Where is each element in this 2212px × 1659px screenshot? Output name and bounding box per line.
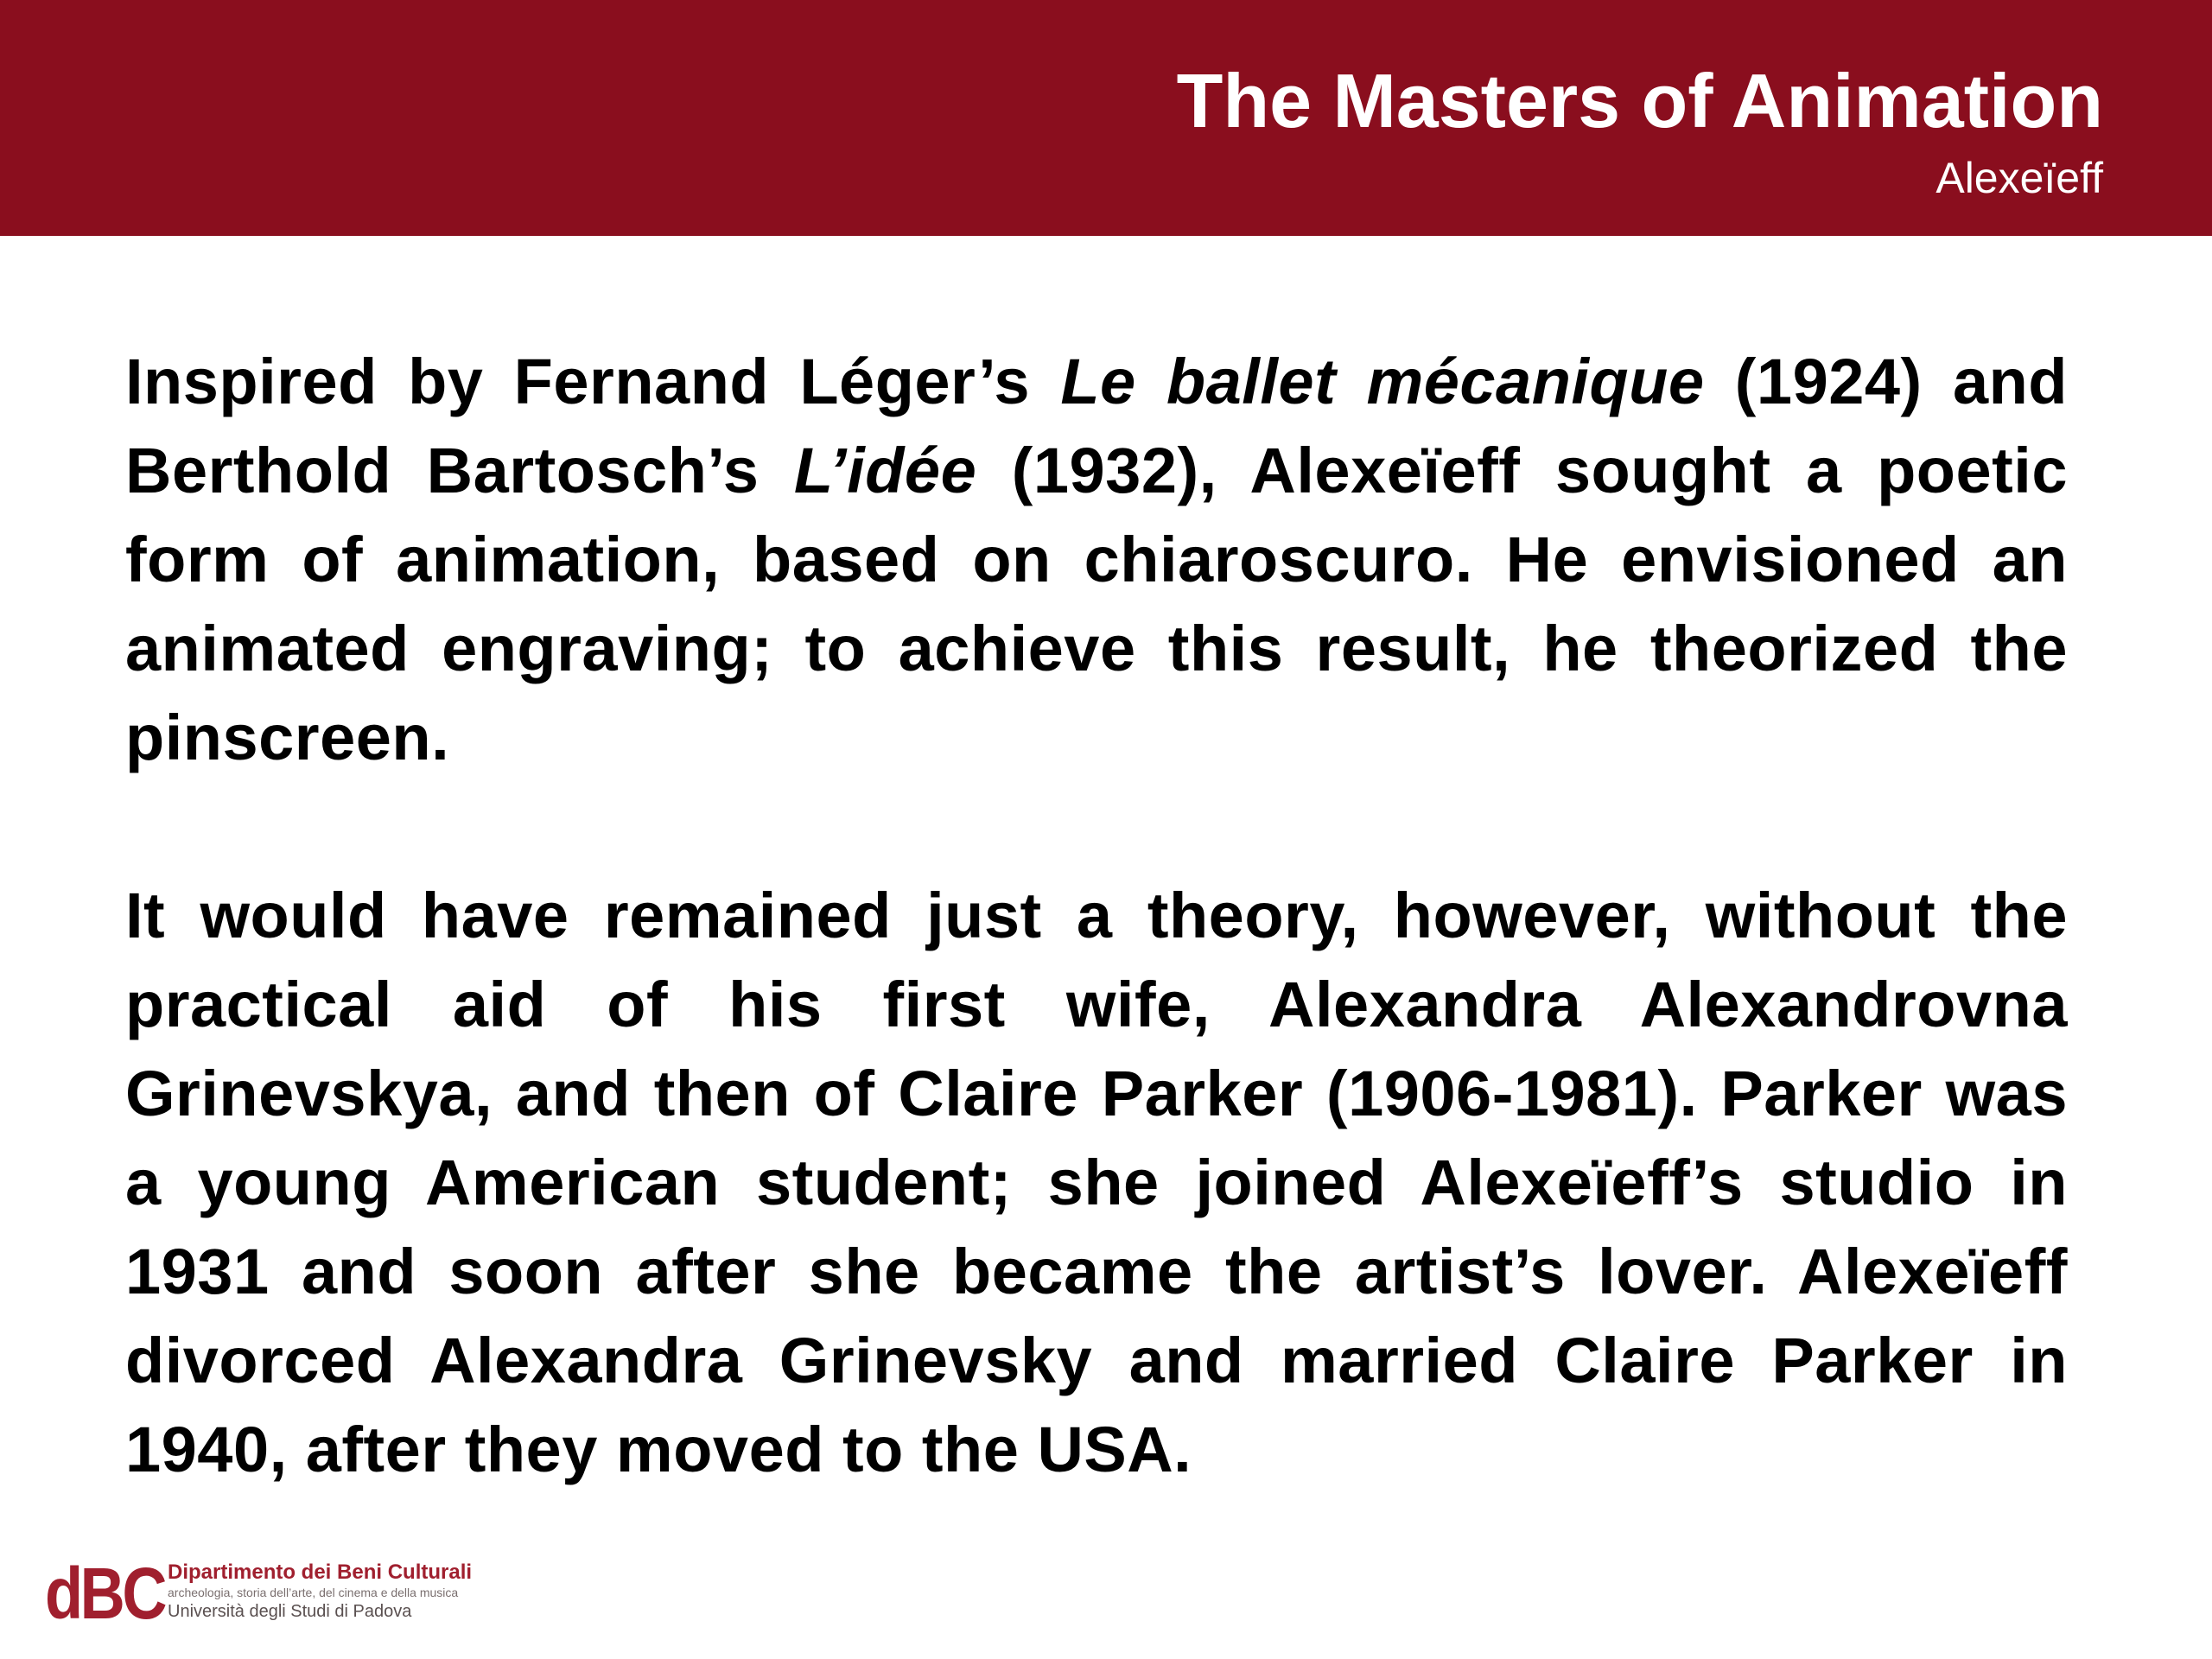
film-title-ballet-mecanique: Le ballet mécanique <box>1060 346 1705 417</box>
paragraph-1-text-c: (1932), Alexeïeff sought a poetic form of animation, based on chiaroscuro. He envisioned an animated engraving; to achieve this result, he theorized the pinscreen. <box>125 435 2068 773</box>
slide-title: The Masters of Animation <box>1176 58 2103 143</box>
logo-department-disciplines: archeologia, storia dell’arte, del cinema e della musica <box>168 1586 459 1599</box>
paragraph-1-text-a: Inspired by Fernand Léger’s <box>125 346 1061 417</box>
paragraph-2: It would have remained just a theory, however, without the practical aid of his first wife, Alexandra Alexandrovna Grinevskya, and then of Claire Parker (1906-1981). Parker was a young American student; she joined Alexeïeff’s studio in 1931 and soon after she became the artist’s lover. Alexeïeff divorced Alexandra Grinevsky and married Claire Parker in 1940, after they moved to the USA. <box>125 880 2068 1485</box>
slide-body <box>125 337 2068 1494</box>
slide-subtitle: Alexeïeff <box>1936 154 2103 202</box>
logo-text <box>168 1560 472 1623</box>
department-logo <box>45 1552 529 1638</box>
logo-department-name: Dipartimento dei Beni Culturali <box>168 1560 473 1584</box>
slide-header <box>0 0 2212 236</box>
film-title-lidee: L’idée <box>793 435 977 506</box>
logo-university-name: Università degli Studi di Padova <box>168 1602 412 1621</box>
paragraph-1-text-b: (1924) and Berthold Bartosch’s <box>125 346 2069 506</box>
dbc-logo-mark: dBC <box>45 1553 165 1634</box>
paragraph-1 <box>125 337 2068 782</box>
